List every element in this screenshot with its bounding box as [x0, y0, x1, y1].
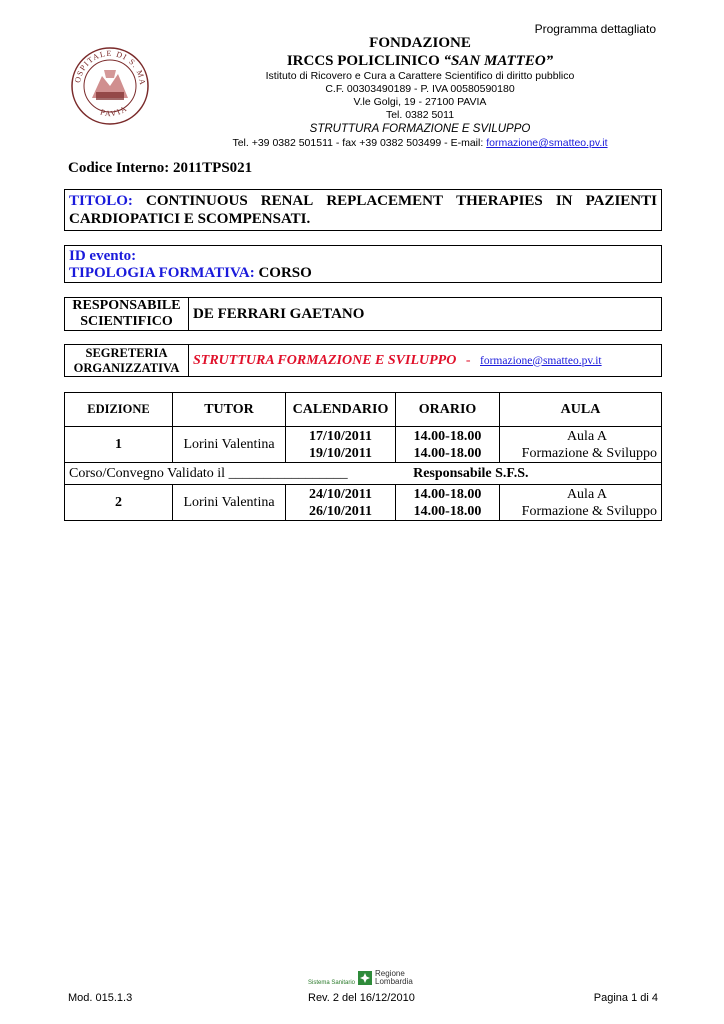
- logo-right-line1: Regione: [375, 969, 405, 978]
- table-row: [65, 485, 662, 521]
- row1-edition: 1: [65, 427, 173, 463]
- table-row: [65, 427, 662, 463]
- footer-center: Rev. 2 del 16/12/2010: [308, 992, 415, 1004]
- footer-left: Mod. 015.1.3: [68, 992, 133, 1004]
- validation-sign: Responsabile S.F.S.: [413, 465, 529, 481]
- title-box: [64, 189, 662, 231]
- org-subtitle: Istituto di Ricovero e Cura a Carattere Scientifico di diritto pubblico: [265, 70, 575, 82]
- org-address: V.le Golgi, 19 - 27100 PAVIA: [353, 96, 487, 108]
- header-aula: AULA: [500, 393, 662, 427]
- org-line2: IRCCS POLICLINICO “SAN MATTEO”: [286, 53, 554, 69]
- responsabile-table: [64, 297, 662, 331]
- org-contact: Tel. +39 0382 501511 - fax +39 0382 503499 - E-mail: formazione@smatteo.pv.it: [232, 137, 608, 149]
- responsabile-value: DE FERRARI GAETANO: [189, 298, 662, 331]
- document-type-label: Programma dettagliato: [534, 22, 656, 36]
- title-line1: TITOLO: CONTINUOUS RENAL REPLACEMENT THERAPIES IN PAZIENTI: [69, 193, 657, 209]
- rose-icon: [358, 971, 372, 985]
- logo-left-text: Sistema Sanitario: [308, 980, 356, 986]
- segreteria-email-link[interactable]: formazione@smatteo.pv.it: [480, 354, 602, 367]
- segreteria-table: [64, 344, 662, 377]
- row1-tutor: Lorini Valentina: [173, 427, 286, 463]
- row1-times: 14.00-18.00 14.00-18.00: [396, 427, 500, 463]
- hospital-seal-logo: [70, 46, 150, 126]
- segreteria-value: STRUTTURA FORMAZIONE E SVILUPPO - formazione@smatteo.pv.it: [189, 345, 662, 377]
- header-calendario: CALENDARIO: [286, 393, 396, 427]
- footer-right: Pagina 1 di 4: [593, 992, 658, 1004]
- logo-right-line2: Lombardia: [375, 977, 413, 986]
- header-email-link[interactable]: formazione@smatteo.pv.it: [486, 137, 608, 149]
- row1-dates: 17/10/2011 19/10/2011: [286, 427, 396, 463]
- segreteria-label: SEGRETERIA ORGANIZZATIVA: [65, 345, 189, 377]
- title-line2: CARDIOPATICI E SCOMPENSATI.: [69, 211, 311, 227]
- header-block: [180, 34, 660, 150]
- header-tutor: TUTOR: [173, 393, 286, 427]
- schedule-table: [64, 392, 662, 521]
- event-id-label: ID evento:: [69, 248, 137, 264]
- org-fiscal: C.F. 00303490189 - P. IVA 00580590180: [325, 83, 515, 95]
- row2-room: Aula A Formazione & Sviluppo: [500, 485, 662, 521]
- segreteria-department: STRUTTURA FORMAZIONE E SVILUPPO: [193, 352, 457, 368]
- responsabile-label: RESPONSABILE SCIENTIFICO: [65, 298, 189, 331]
- header-edizione: EDIZIONE: [65, 393, 173, 427]
- event-box: [64, 245, 662, 283]
- schedule-header-row: [65, 393, 662, 427]
- row2-tutor: Lorini Valentina: [173, 485, 286, 521]
- validation-row: [65, 463, 662, 485]
- validation-text: Corso/Convegno Validato il _________________: [69, 465, 348, 481]
- seal-text-bottom: PAVIA: [99, 103, 130, 119]
- org-department: STRUTTURA FORMAZIONE E SVILUPPO: [309, 123, 531, 135]
- row2-times: 14.00-18.00 14.00-18.00: [396, 485, 500, 521]
- title-label: TITOLO:: [69, 193, 133, 209]
- internal-code: Codice Interno: 2011TPS021: [68, 160, 253, 176]
- org-line1: FONDAZIONE: [369, 35, 471, 51]
- row2-dates: 24/10/2011 26/10/2011: [286, 485, 396, 521]
- org-phone: Tel. 0382 5011: [385, 109, 455, 121]
- row1-room: Aula A Formazione & Sviluppo: [500, 427, 662, 463]
- regione-lombardia-logo: [308, 970, 428, 992]
- header-orario: ORARIO: [396, 393, 500, 427]
- event-type: TIPOLOGIA FORMATIVA: CORSO: [69, 265, 312, 281]
- svg-text:PAVIA: [99, 103, 129, 118]
- row2-edition: 2: [65, 485, 173, 521]
- seal-text-top: OSPITALE DI S. MA: [73, 48, 148, 86]
